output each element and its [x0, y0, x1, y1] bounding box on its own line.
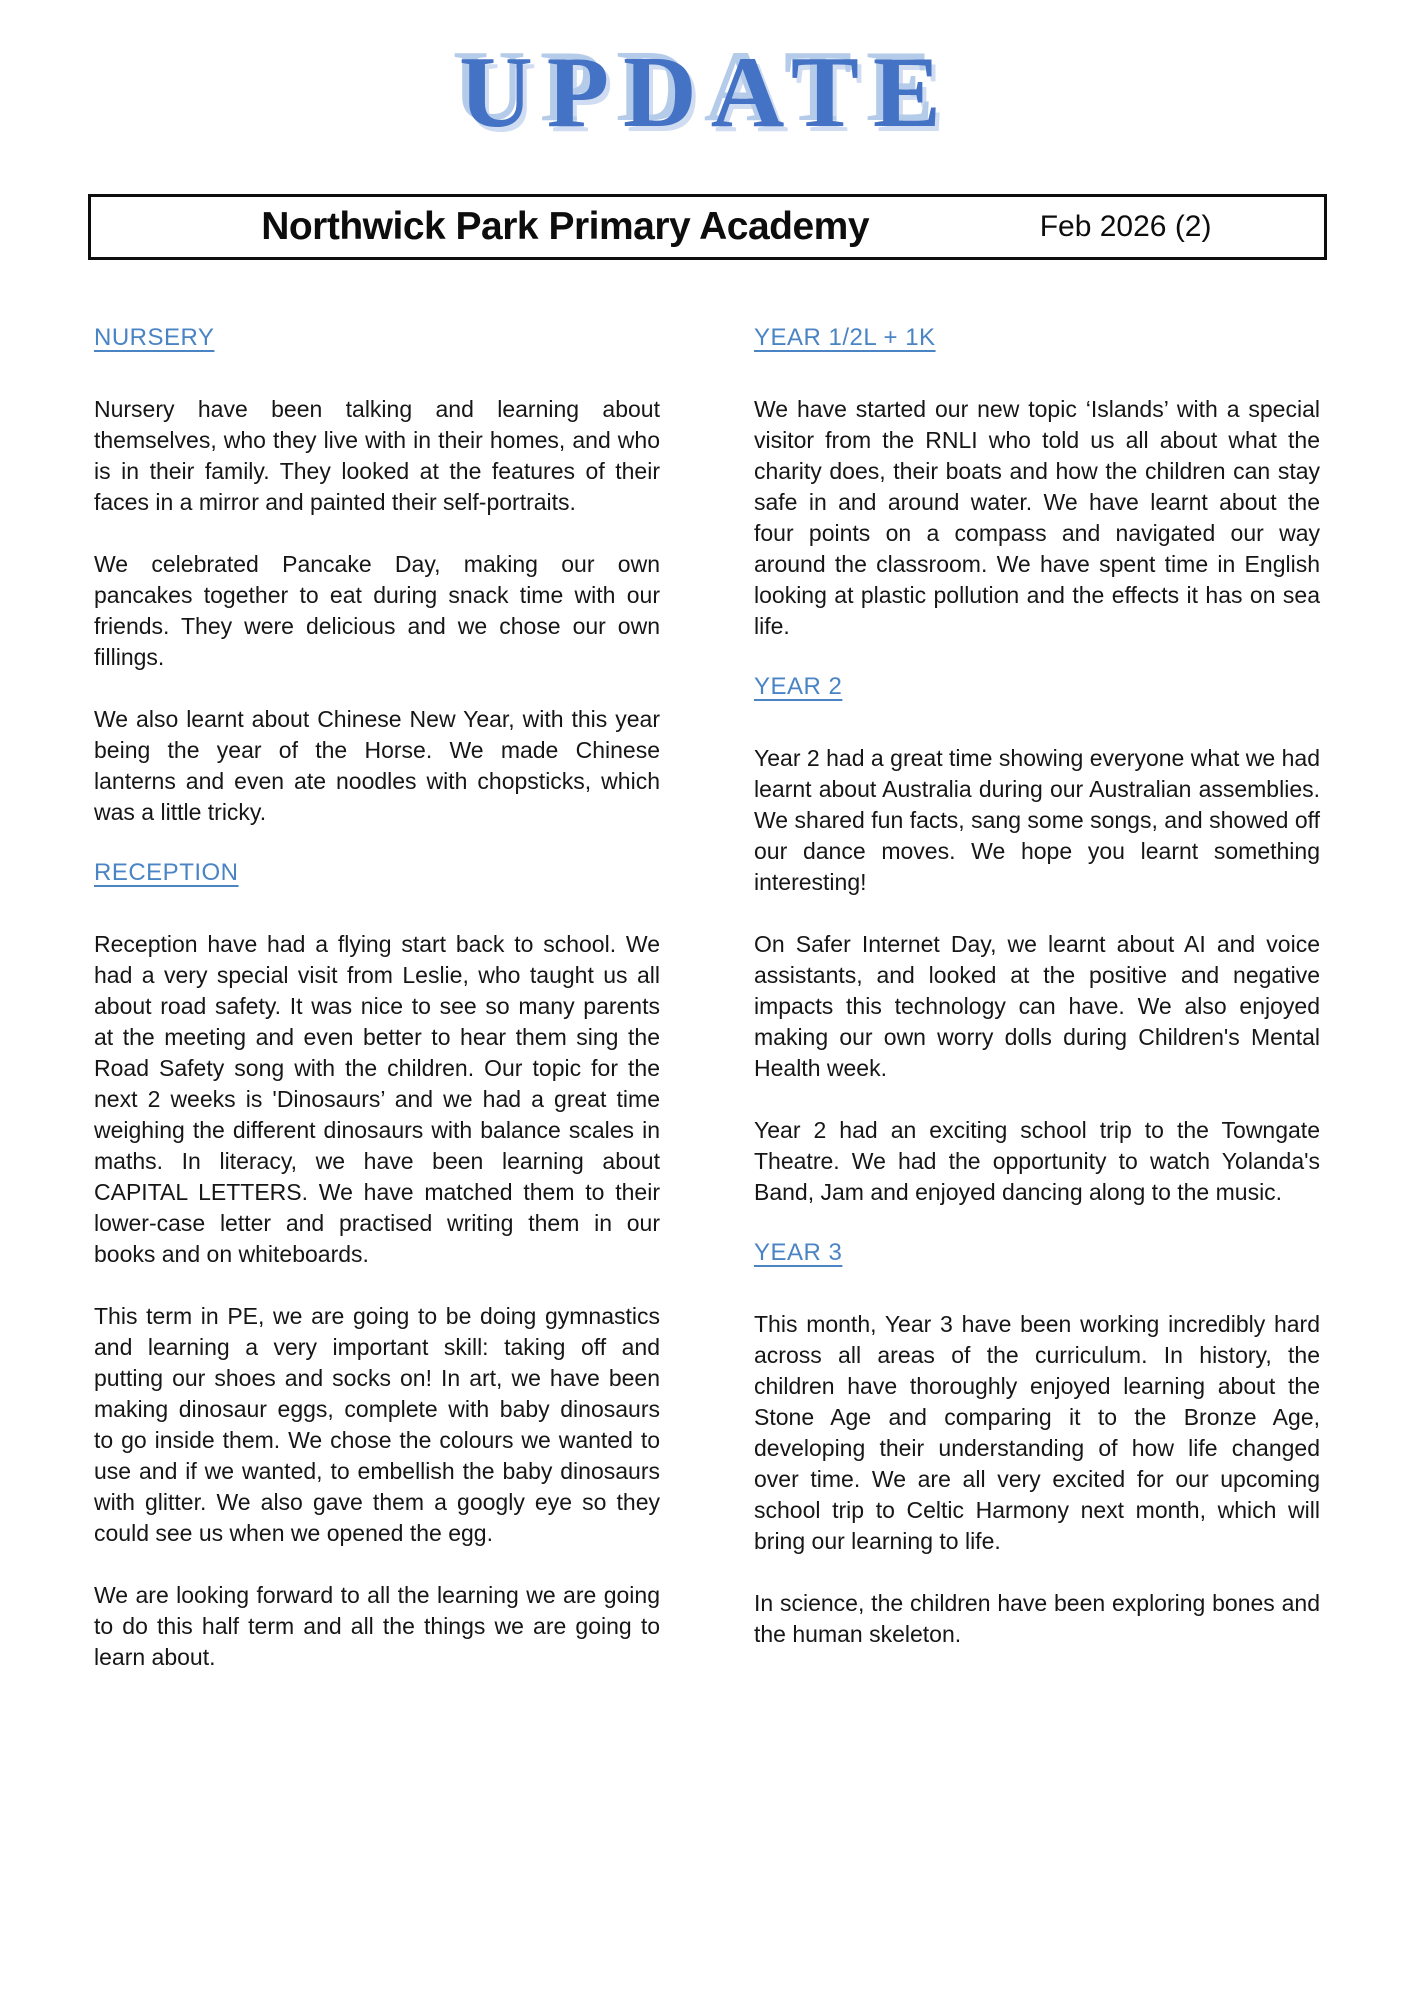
right-column [754, 324, 1320, 1704]
paragraph: Reception have had a flying start back to school. We had a very special visit from Leslie, who taught us all about road safety. It was nice to see so many parents at the meeting and even better to hear them sing the Road Safety song with the children. Our topic for the next 2 weeks is 'Dinosaurs’ and we had a great time weighing the different dinosaurs with balance scales in maths. In literacy, we have been learning about CAPITAL LETTERS. We have matched them to their lower-case letter and practised writing them in our books and on whiteboards. [94, 931, 660, 1267]
paragraph: Nursery have been talking and learning about themselves, who they live with in their homes, and who is in their family. They looked at the features of their faces in a mirror and painted their self-portraits. [94, 396, 660, 515]
paragraph: This term in PE, we are going to be doing gymnastics and learning a very important skill: taking off and putting our shoes and socks on! In art, we have been making dinosaur eggs, complete with baby dinosaurs to go inside them. We chose the colours we wanted to use and if we wanted, to embellish the baby dinosaurs with glitter. We also gave them a googly eye so they could see us when we opened the egg. [94, 1303, 660, 1546]
paragraph: Year 2 had an exciting school trip to the Towngate Theatre. We had the opportunity to watch Yolanda's Band, Jam and enjoyed dancing along to the music. [754, 1117, 1320, 1205]
section-heading-nursery: NURSERY [94, 324, 215, 351]
paragraph: We celebrated Pancake Day, making our own pancakes together to eat during snack time with our friends. They were delicious and we chose our own fillings. [94, 551, 660, 670]
newsletter-logo-container [0, 0, 1414, 149]
masthead-bar [88, 194, 1327, 260]
section-year-1-2l-1k [754, 324, 1320, 642]
section-heading-reception: RECEPTION [94, 859, 239, 886]
newsletter-logo: UPDATE [459, 36, 955, 149]
paragraph: We also learnt about Chinese New Year, with this year being the year of the Horse. We made Chinese lanterns and even ate noodles with chopsticks, which was a little tricky. [94, 706, 660, 825]
paragraph: In science, the children have been exploring bones and the human skeleton. [754, 1590, 1320, 1647]
school-name: Northwick Park Primary Academy [261, 205, 870, 248]
left-column [94, 324, 660, 1704]
section-heading-year-3: YEAR 3 [754, 1239, 843, 1266]
paragraph: On Safer Internet Day, we learnt about AI and voice assistants, and looked at the positive and negative impacts this technology can have. We also enjoyed making our own worry dolls during Children's Mental Health week. [754, 931, 1320, 1081]
issue-date: Feb 2026 (2) [1039, 210, 1212, 243]
paragraph: This month, Year 3 have been working incredibly hard across all areas of the curriculum. In history, the children have thoroughly enjoyed learning about the Stone Age and comparing it to the Bronze Age, developing their understanding of how life changed over time. We are all very excited for our upcoming school trip to Celtic Harmony next month, which will bring our learning to life. [754, 1311, 1320, 1554]
paragraph: We are looking forward to all the learning we are going to do this half term and all the things we are going to learn about. [94, 1582, 660, 1670]
section-nursery [94, 324, 660, 828]
section-reception [94, 859, 660, 1673]
section-year-2 [754, 673, 1320, 1208]
section-heading-year-2: YEAR 2 [754, 673, 843, 700]
paragraph: We have started our new topic ‘Islands’ with a special visitor from the RNLI who told us all about what the charity does, their boats and how the children can stay safe in and around water. We have learnt about the four points on a compass and navigated our way around the classroom. We have spent time in English looking at plastic pollution and the effects it has on sea life. [754, 396, 1320, 639]
paragraph: Year 2 had a great time showing everyone what we had learnt about Australia during our Australian assemblies. We shared fun facts, sang some songs, and showed off our dance moves. We hope you learnt something interesting! [754, 745, 1320, 895]
section-year-3 [754, 1239, 1320, 1650]
newsletter-body [94, 324, 1320, 1704]
section-heading-year-1-2l-1k: YEAR 1/2L + 1K [754, 324, 936, 351]
